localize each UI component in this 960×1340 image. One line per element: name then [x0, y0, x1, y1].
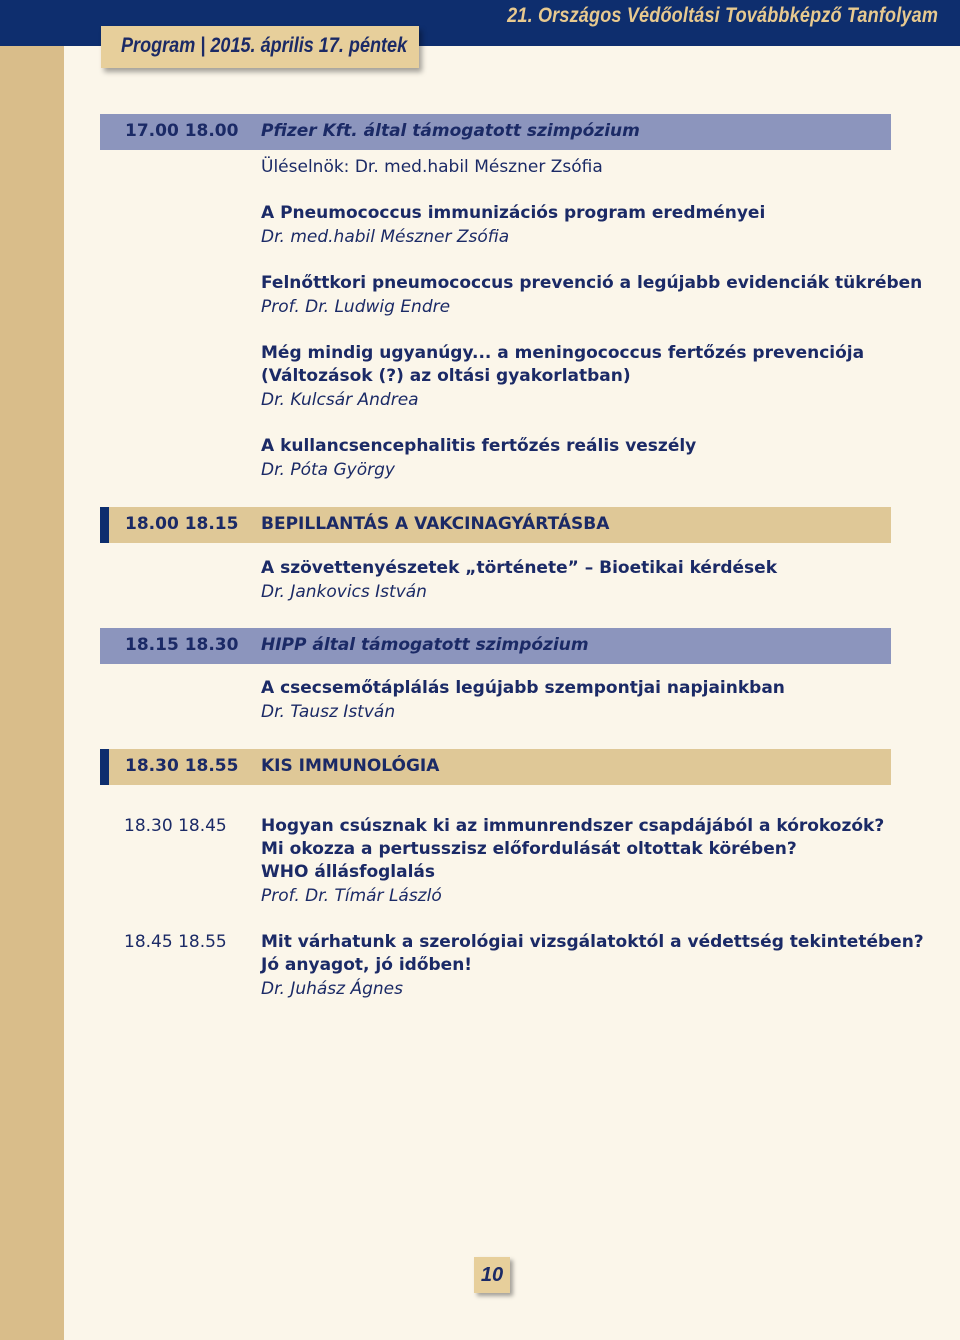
talk-title-line-2: (Változások (?) az oltási gyakorlatban)	[261, 366, 631, 386]
talk-speaker: Dr. med.habil Mészner Zsófia	[261, 227, 510, 247]
talk-speaker: Dr. Tausz István	[261, 702, 396, 722]
section-accent-bar	[100, 749, 109, 785]
section-accent-bar	[100, 507, 109, 543]
session-title: HIPP által támogatott szimpózium	[261, 635, 589, 655]
talk-time: 18.30 18.45	[124, 816, 227, 836]
talk-speaker: Dr. Juhász Ágnes	[261, 979, 404, 999]
session-chair: Üléselnök: Dr. med.habil Mészner Zsófia	[261, 157, 603, 177]
talk-title-line-3: WHO állásfoglalás	[261, 862, 436, 882]
session-title: KIS IMMUNOLÓGIA	[261, 756, 440, 776]
talk-title: A Pneumococcus immunizációs program eredményei	[261, 203, 766, 223]
talk-title: Hogyan csúsznak ki az immunrendszer csapdájából a kórokozók?	[261, 816, 885, 836]
session-band-vakcinagyartas	[100, 507, 891, 543]
session-title: BEPILLANTÁS A VAKCINAGYÁRTÁSBA	[261, 514, 610, 534]
session-title: Pfizer Kft. által támogatott szimpózium	[261, 121, 640, 141]
talk-speaker: Prof. Dr. Tímár László	[261, 886, 442, 906]
program-date-tab	[101, 26, 419, 68]
talk-title: A kullancsencephalitis fertőzés reális veszély	[261, 436, 697, 456]
talk-title: A csecsemőtáplálás legújabb szempontjai napjainkban	[261, 678, 785, 698]
talk-speaker: Dr. Jankovics István	[261, 582, 427, 602]
talk-speaker: Dr. Póta György	[261, 460, 395, 480]
talk-title: Mit várhatunk a szerológiai vizsgálatoktól a védettség tekintetében?	[261, 932, 924, 952]
session-band-hipp	[100, 628, 891, 664]
session-time: 18.30 18.55	[125, 756, 239, 776]
talk-title: Még mindig ugyanúgy... a meningococcus fertőzés prevenciója	[261, 343, 865, 363]
session-time: 18.15 18.30	[125, 635, 239, 655]
page-number: 10	[474, 1257, 510, 1293]
left-margin-strip	[0, 46, 64, 1340]
talk-speaker: Prof. Dr. Ludwig Endre	[261, 297, 451, 317]
session-time: 17.00 18.00	[125, 121, 239, 141]
talk-title-line-2: Mi okozza a pertusszisz előfordulását oltottak körében?	[261, 839, 797, 859]
talk-title: Felnőttkori pneumococcus prevenció a legújabb evidenciák tükrében	[261, 273, 923, 293]
talk-speaker: Dr. Kulcsár Andrea	[261, 390, 419, 410]
talk-title: A szövettenyészetek „története” – Bioetikai kérdések	[261, 558, 778, 578]
session-band-pfizer	[100, 114, 891, 150]
session-band-kis-immunologia	[100, 749, 891, 785]
talk-time: 18.45 18.55	[124, 932, 227, 952]
conference-title: 21. Országos Védőoltási Továbbképző Tanfolyam	[507, 4, 938, 27]
talk-title-line-2: Jó anyagot, jó időben!	[261, 955, 473, 975]
program-date-label: Program | 2015. április 17. péntek	[121, 34, 408, 57]
session-time: 18.00 18.15	[125, 514, 239, 534]
